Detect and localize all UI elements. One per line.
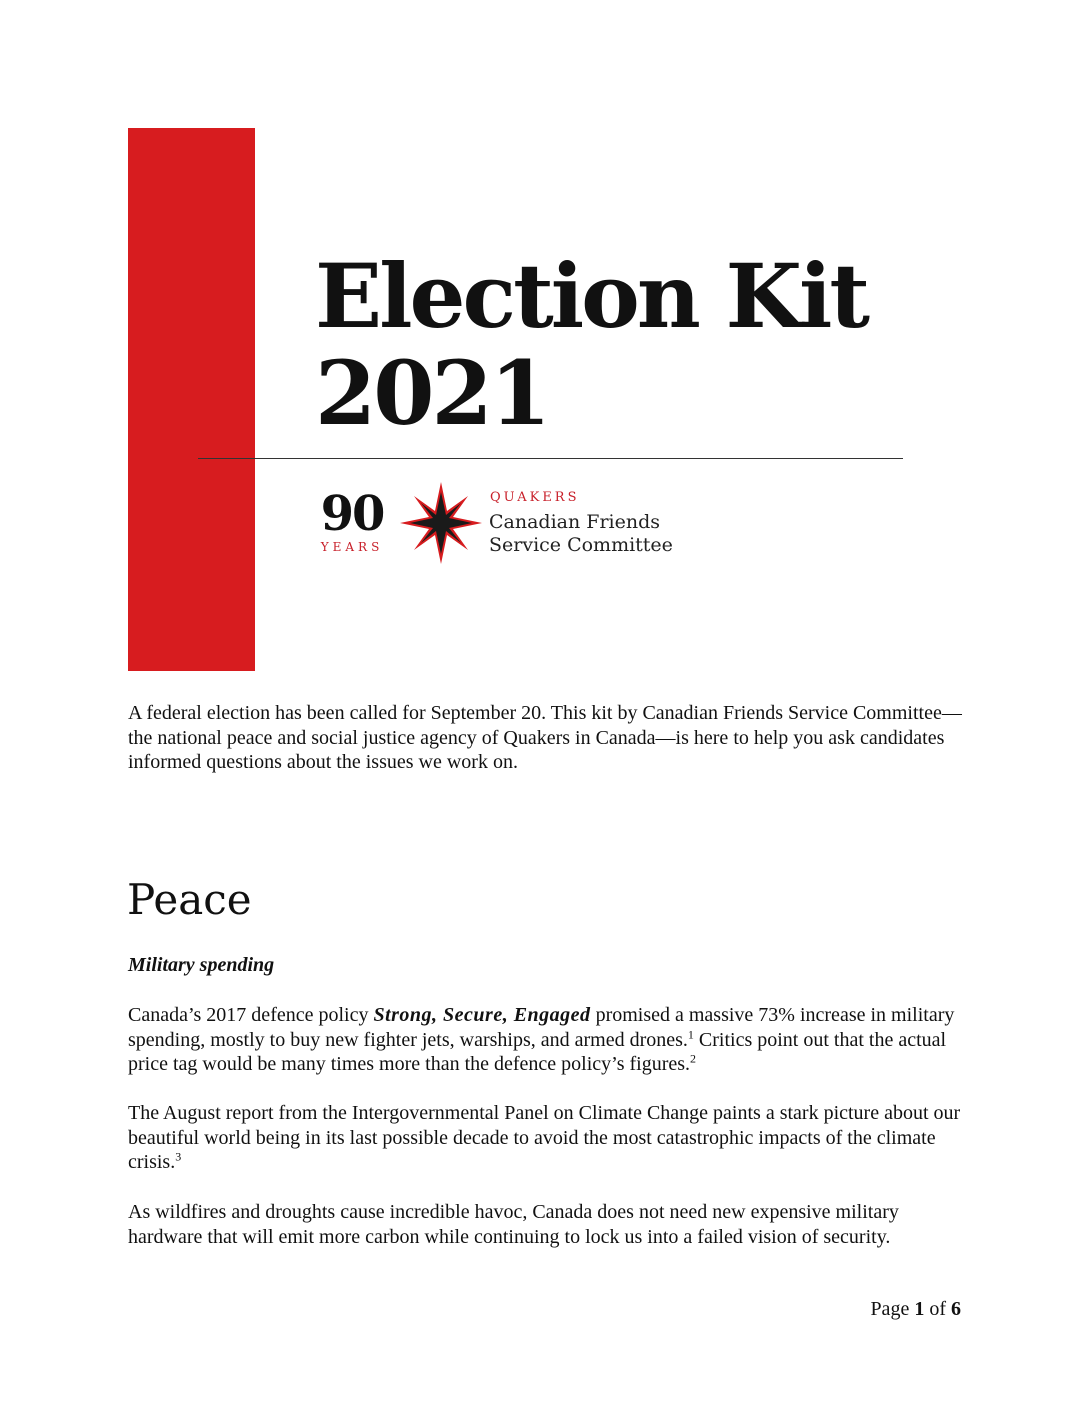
policy-name: Strong, Secure, Engaged [373, 1004, 591, 1026]
paragraph-ipcc-report [128, 1101, 963, 1175]
page-number [870, 1298, 961, 1321]
p1-text-c: Critics point out that the actual price tag would be many times more than the defence policy’s figures. [128, 1028, 947, 1075]
p1-text-b: promised a massive 73% increase in military spending, mostly to buy new fighter jets, warships, and armed drones. [128, 1004, 955, 1051]
paragraph-defence-policy [128, 1003, 963, 1077]
org-name [489, 511, 673, 557]
p2-text: The August report from the Intergovernmental Panel on Climate Change paints a stark picture about our beautiful world being in its last possible decade to avoid the most catastrophic impacts of the climate crisis. [128, 1102, 961, 1173]
red-accent-bar [128, 128, 255, 671]
footnote-ref-3[interactable]: 3 [175, 1149, 182, 1164]
quaker-star-logo-icon [398, 480, 484, 566]
of-word: of [929, 1298, 946, 1320]
page-word: Page [870, 1298, 910, 1320]
org-name-line-1: Canadian Friends [489, 511, 661, 533]
title-line-2: 2021 [315, 341, 548, 445]
p1-text-a: Canada’s 2017 defence policy [128, 1004, 374, 1026]
title-line-1: Election Kit [315, 244, 868, 348]
org-name-line-2: Service Committee [489, 534, 673, 556]
document-title [315, 244, 868, 445]
footnote-ref-2[interactable]: 2 [690, 1051, 697, 1066]
page-total: 6 [951, 1298, 961, 1320]
page-current: 1 [914, 1298, 925, 1320]
section-heading: Peace [127, 875, 252, 924]
paragraph-wildfires: As wildfires and droughts cause incredible havoc, Canada does not need new expensive military hardware that will emit more carbon while continuing to lock us into a failed vision of security. [128, 1201, 899, 1248]
subsection-heading: Military spending [128, 954, 275, 976]
org-tag: QUAKERS [490, 490, 580, 505]
anniversary-number: 90 [320, 486, 384, 542]
intro-paragraph: A federal election has been called for September 20. This kit by Canadian Friends Service Committee—the national peace and social justice agency of Quakers in Canada—is here to help you ask candidates informed questions about the issues we work on. [128, 702, 962, 773]
footnote-ref-1[interactable]: 1 [687, 1026, 694, 1041]
anniversary-label: YEARS [320, 540, 384, 554]
title-divider [198, 458, 903, 459]
